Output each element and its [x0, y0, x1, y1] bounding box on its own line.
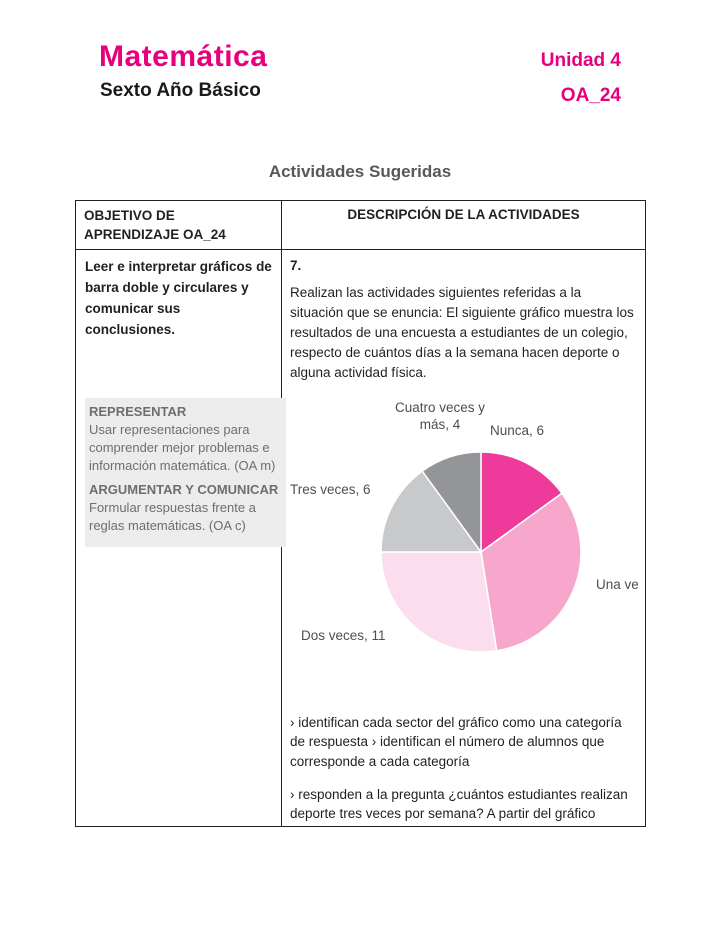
- pie-chart-svg: [376, 447, 586, 657]
- pie-label-tres-veces: Tres veces, 6: [290, 481, 371, 497]
- doc-subtitle: Sexto Año Básico: [100, 80, 261, 101]
- activity-bullet: › responden a la pregunta ¿cuántos estudiantes realizan deporte tres veces por semana? A partir del gráfico: [290, 786, 628, 822]
- header-right: [541, 50, 621, 107]
- activity-bullet: › identifican cada sector del gráfico como una categoría de respuesta › identifican el número de alumnos que corresponde a cada categoría: [290, 714, 622, 769]
- activity-cell: [282, 250, 645, 826]
- oa-label: OA_24: [560, 85, 621, 106]
- objective-text: Leer e interpretar gráficos de barra doble y circulares y comunicar sus conclusiones.: [85, 259, 272, 337]
- doc-title: Matemática: [99, 40, 268, 73]
- skill-heading: REPRESENTAR: [89, 404, 187, 419]
- unit-label: Unidad 4: [540, 50, 621, 71]
- description-header-cell: DESCRIPCIÓN DE LA ACTIVIDADES: [347, 207, 580, 222]
- skill-body: Formular respuestas frente a reglas matemáticas. (OA c): [89, 499, 256, 533]
- pie-chart: [290, 395, 637, 713]
- pie-label-nunca: Nunca, 6: [490, 422, 545, 438]
- skill-body: Usar representaciones para comprender mejor problemas e información matemática. (OA m): [89, 422, 276, 473]
- objective-header-cell: OBJETIVO DE APRENDIZAJE OA_24: [84, 208, 226, 242]
- pie-label-una-vez: Una ve: [596, 576, 639, 592]
- section-title: Actividades Sugeridas: [268, 162, 452, 181]
- skill-heading: ARGUMENTAR Y COMUNICAR: [89, 481, 279, 497]
- pie-label-dos-veces: Dos veces, 11: [301, 627, 386, 643]
- skills-box: [85, 398, 286, 547]
- activity-intro: Realizan las actividades siguientes referidas a la situación que se enuncia: El siguiente gráfico muestra los resultados de una encuesta a estudiantes de un colegio, respecto de cuántos días a la semana hacen deporte o alguna actividad física.: [290, 285, 634, 380]
- activity-number: 7.: [290, 258, 302, 273]
- pie-label-cuatro-veces: Cuatro veces y más, 4: [394, 399, 486, 433]
- activities-table: [75, 200, 646, 827]
- pie-slice: [381, 552, 497, 652]
